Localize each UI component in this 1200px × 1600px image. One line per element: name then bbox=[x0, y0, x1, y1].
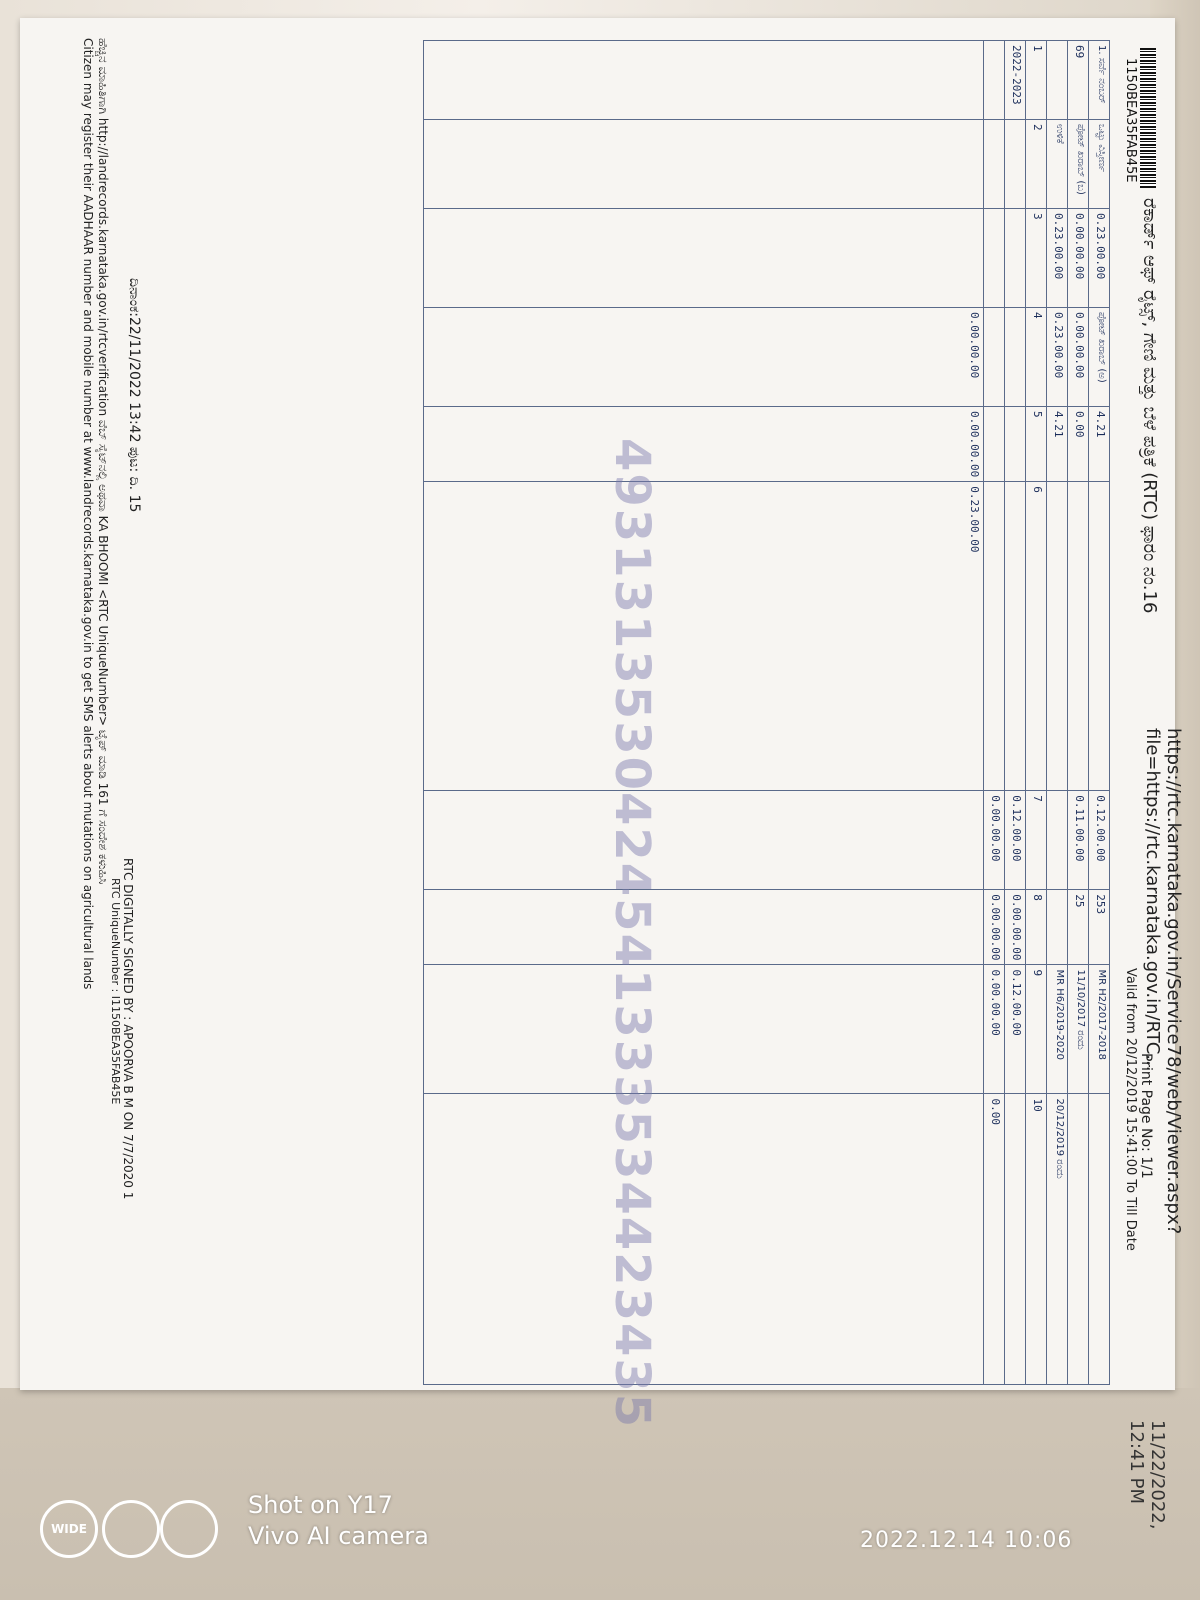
document-url: https://rtc.karnataka.gov.in/Service78/web/Viewer.aspx?file=https://rtc.karnataka.gov.in/RTC... bbox=[1142, 728, 1184, 1235]
soil-value-c: 0.23.00.00 bbox=[424, 482, 984, 791]
lens-ring-icon bbox=[102, 1500, 160, 1558]
col-number: 3 bbox=[1026, 209, 1047, 308]
survey-label: 1. ಸರ್ವೆ ನಂಬರ್ bbox=[1089, 41, 1110, 120]
mr-253: 253 bbox=[1089, 890, 1110, 965]
col-number: 7 bbox=[1026, 791, 1047, 890]
mr-date-2: 20/12/2019 ರಂದು bbox=[1047, 1094, 1068, 1385]
crop-value-6: 0.00.00.00 bbox=[984, 965, 1005, 1094]
signed-by: RTC DIGITALLY SIGNED BY : APOORVA B M ON 7/7/2020 1 bbox=[121, 858, 135, 1200]
kharab-b-label: ಪೋಟ್ ಖರಾಬ್ (ಬ) bbox=[1068, 120, 1089, 209]
remaining-value: 0.23.00.00 bbox=[1047, 209, 1068, 308]
barcode-image bbox=[1140, 48, 1156, 188]
rtc-unique-number: RTC UniqueNumber : I1150BEA35FAB45E bbox=[109, 878, 122, 1105]
owner-area-2: 0.11.00.00 bbox=[1068, 791, 1089, 890]
col-number: 4 bbox=[1026, 308, 1047, 407]
crop-year: 2022-2023 bbox=[1005, 41, 1026, 120]
owner-area-1: 0.12.00.00 bbox=[1089, 791, 1110, 890]
col-number: 10 bbox=[1026, 1094, 1047, 1385]
barcode-text: 1150BEA35FAB45E bbox=[1123, 58, 1138, 183]
area-label: ಒಟ್ಟು ವಿಸ್ತೀರ್ಣ bbox=[1089, 120, 1110, 209]
soil-value-b: 0.00.00.00 bbox=[424, 407, 984, 482]
valid-range: Valid from 20/12/2019 15:41:00 To Till Date bbox=[1123, 968, 1138, 1251]
wide-badge-icon: WIDE bbox=[40, 1500, 98, 1558]
crop-value-5: 0.00.00.00 bbox=[984, 890, 1005, 965]
mr-ref-2: MR H6/2019-2020 bbox=[1047, 965, 1068, 1094]
camera-line-2: Vivo AI camera bbox=[248, 1522, 429, 1551]
document-title: ರೆಕಾರ್ಡ್ ಆಫ್ ರೈಟ್ಸ್, ಗೇಣಿ ಮತ್ತು ಬೆಳೆ ಪತ್ರಿಕೆ (RTC) ಫಾರಂ ನಂ.16 bbox=[1139, 198, 1160, 614]
col-number: 8 bbox=[1026, 890, 1047, 965]
table-row bbox=[424, 41, 984, 1385]
footer-url-line: ಹೆಚ್ಚಿನ ಮಾಹಿತಿಗಾಗಿ http://landrecords.karnataka.gov.in/rtcverification ವೆಬ್ ಸೈಟ್‌ನಲ್ಲಿ ಅಥವಾ KA BHOOMI <RTC UniqueNumber> ಟೈಪ್ ಮಾಡಿ 161 ಗೆ ಸಂದೇಶ ಕಳುಹಿಸಿ bbox=[96, 38, 110, 885]
camera-watermark bbox=[248, 1490, 429, 1552]
table-row bbox=[1026, 41, 1047, 1385]
print-page: Print Page No: 1/1 bbox=[1138, 1053, 1154, 1179]
soil-value-a: 0.00.00.00 bbox=[424, 308, 984, 407]
table-row bbox=[1089, 41, 1110, 1385]
mr-25: 25 bbox=[1068, 890, 1089, 965]
table-row bbox=[984, 41, 1005, 1385]
remaining-label: ಉಳಿಕೆ bbox=[1047, 120, 1068, 209]
tax-rupees: 4.21 bbox=[1089, 407, 1110, 482]
area-total: 0.23.00.00 bbox=[1089, 209, 1110, 308]
tax-zero-1: 0.00 bbox=[1068, 407, 1089, 482]
rtc-table bbox=[423, 40, 1110, 1385]
table-row bbox=[1047, 41, 1068, 1385]
col-number: 2 bbox=[1026, 120, 1047, 209]
rtc-document-sheet bbox=[20, 18, 1184, 1430]
crop-value-4: 0.00.00.00 bbox=[984, 791, 1005, 890]
col-number: 6 bbox=[1026, 482, 1047, 791]
crop-value-1: 0.12.00.00 bbox=[1005, 791, 1026, 890]
soil-value-1: 0.23.00.00 bbox=[1047, 308, 1068, 407]
photo-timestamp: 2022.12.14 10:06 bbox=[860, 1528, 1073, 1553]
tax-total: 4.21 bbox=[1047, 407, 1068, 482]
crop-value-2: 0.00.00.00 bbox=[1005, 890, 1026, 965]
lens-ring-icon bbox=[160, 1500, 218, 1558]
crop-value-3: 0.12.00.00 bbox=[1005, 965, 1026, 1094]
col-number: 9 bbox=[1026, 965, 1047, 1094]
crop-value-7: 0.00 bbox=[984, 1094, 1005, 1385]
side-date: 11/22/2022, 12:41 PM bbox=[1126, 1420, 1168, 1530]
mr-date-1: 11/10/2017 ರಂದು bbox=[1068, 965, 1089, 1094]
footer-block bbox=[81, 38, 110, 1383]
rotated-content bbox=[40, 38, 1190, 1430]
watermark-number: 4931313530424541333534423435 bbox=[604, 438, 660, 1430]
col-number: 1 bbox=[1026, 41, 1047, 120]
survey-number: 69 bbox=[1068, 41, 1089, 120]
kharab-a-value: 0.00.00.00 bbox=[1068, 209, 1089, 308]
table-row bbox=[1068, 41, 1089, 1385]
col-number: 5 bbox=[1026, 407, 1047, 482]
mr-ref-1: MR H2/2017-2018 bbox=[1089, 965, 1110, 1094]
table-row bbox=[1005, 41, 1026, 1385]
camera-line-1: Shot on Y17 bbox=[248, 1491, 393, 1519]
footer-english: Citizen may register their AADHAAR number and mobile number at www.landrecords.karnataka.gov.in to get SMS alerts about mutations on agricultural lands bbox=[81, 38, 95, 990]
pot-kharab-a: ಪೋಟ್ ಖರಾಬ್ (ಅ) bbox=[1089, 308, 1110, 407]
background-bottom bbox=[0, 1388, 1200, 1600]
document-date: ದಿನಾಂಕ:22/11/2022 13:42 ಪುಟ: ದಿ. 15 bbox=[126, 278, 142, 513]
kharab-b-value: 0.00.00.00 bbox=[1068, 308, 1089, 407]
